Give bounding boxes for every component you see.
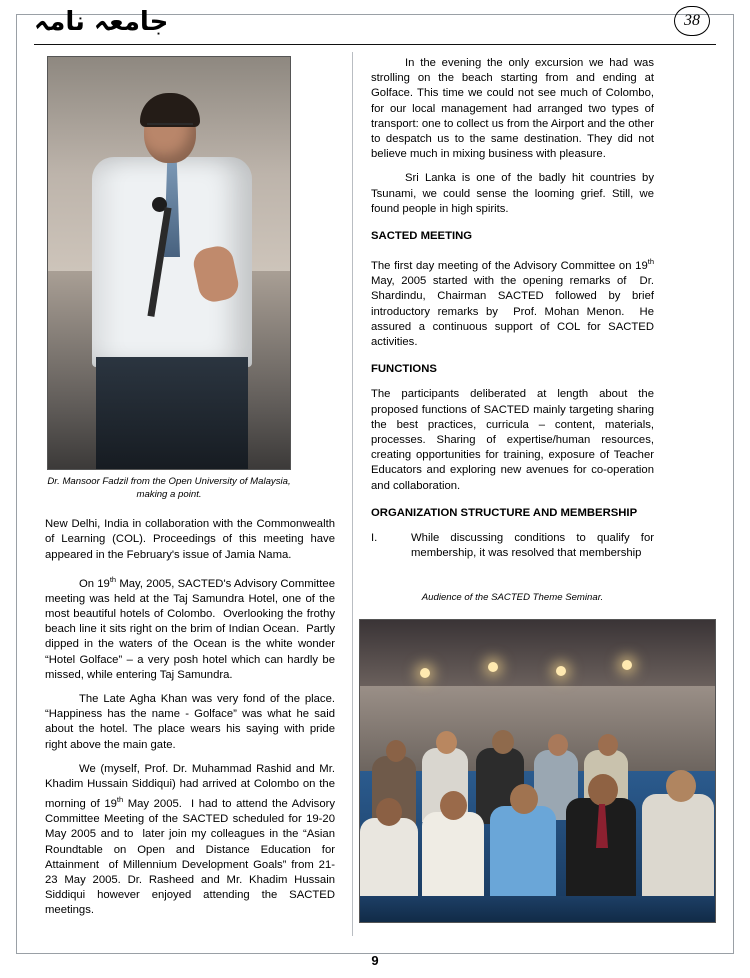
ceiling-lamp-icon [622,660,632,670]
photo-trousers [96,357,248,470]
right-paragraph-2: Sri Lanka is one of the badly hit countries by Tsunami, we could sense the looming grief. Still, we found people in high spirits. [371,172,654,215]
left-paragraph-1: New Delhi, India in collaboration with the Commonwealth of Learning (COL). Proceedings of this meeting have appeared in the February's issue of Jamia Nama. [45,518,335,561]
ceiling-lamp-icon [556,666,566,676]
left-paragraph-4-text: We (myself, Prof. Dr. Muhammad Rashid and Mr. Khadim Hussain Siddiqui) had arrived at Colombo on the morning of 19th May 2005. I had to attend the Advisory Committee Meeting of the SACTED scheduled for 19-20 May 2005 and to later join my colleagues in the “Asian Roundtable on Open and Distance Education for Attainment of Millennium Development Goals” from 21-23 May 2005. Dr. Rasheed and Mr. Khadim Hussain Siddiqui however enjoyed attending the SACTED meetings. [45,762,336,917]
audience-person-head [510,784,538,814]
masthead-title: جامعہ نامہ [34,7,169,37]
functions-paragraph: The participants deliberated at length about the proposed functions of SACTED mainly targeting sharing the best practices, curricula – content, materials, processes. Sharing of expertise/human resources, creating opportunities for training, exposure of Teacher Educators and exploring new avenues for co-operation and collaboration. [371,388,654,492]
heading-organization-structure: ORGANIZATION STRUCTURE AND MEMBERSHIP [371,506,638,519]
audience-person-head [376,798,402,826]
left-paragraph-2-text: On 19th May, 2005, SACTED's Advisory Committee meeting was held at the Taj Samundra Hotel, one of the most beautiful hotels of Colombo. Overlooking the frothy beach line it sits right on the brim of Indian Ocean. Partly dipped in the waters of the Ocean is the white wonder “Hotel Golface” – a very posh hotel which can hardly be missed, while entering Taj Samundra. [45,574,335,681]
photo-speaker [47,56,291,470]
audience-person-head [666,770,696,802]
right-column [371,56,654,570]
left-paragraph-4 [45,762,335,919]
heading-functions: FUNCTIONS [371,363,437,376]
photo-foreground-shadow [360,896,715,922]
photo-caption-speaker: Dr. Mansoor Fadzil from the Open University of Malaysia, making a point. [47,476,291,500]
audience-person-head [492,730,514,754]
sacted-meeting-paragraph [371,254,654,350]
photo-caption-audience: Audience of the SACTED Theme Seminar. [421,592,604,603]
glasses-icon [147,123,193,135]
page-number-badge: 38 [674,6,710,36]
list-item [371,531,654,561]
heading-sacted-meeting: SACTED MEETING [371,230,473,243]
audience-person-head [548,734,568,756]
page-folio: 9 [371,953,379,968]
audience-person-head [598,734,618,756]
ceiling-lamp-icon [420,668,430,678]
column-divider [352,52,353,936]
left-paragraph-2 [45,572,335,683]
audience-person-head [440,791,467,820]
photo-ceiling [360,620,715,686]
right-paragraph-1: In the evening the only excursion we had was strolling on the beach starting from and ending at Golface. This time we could not see much of Colombo, for our local management had arranged two types of transport: one to collect us from the Airport and the other to despatch us to the same destination. They did not believe much in mixing business with pleasure. [371,57,654,161]
header-rule [34,44,716,45]
photo-audience [359,619,716,923]
audience-person-head [588,774,618,806]
left-paragraph-3: The Late Agha Khan was very fond of the place. “Happiness has the name - Golface” was what he said about the hotel. The place wears his saying with pride right above the main gate. [45,692,335,751]
audience-person-head [386,740,406,762]
audience-person-head [436,731,457,754]
list-item-marker: I. [371,532,378,545]
ceiling-lamp-icon [488,662,498,672]
sacted-meeting-text: The first day meeting of the Advisory Committee on 19th May, 2005 started with the opening remarks of Dr. Shardindu, Chairman SACTED followed by brief introductory remarks by Prof. Mohan Menon. He assured a continuous support of COL for SACTED activities. [371,257,654,349]
left-column [45,56,335,928]
list-item-text: While discussing conditions to qualify for membership, it was resolved that membership [411,532,654,560]
